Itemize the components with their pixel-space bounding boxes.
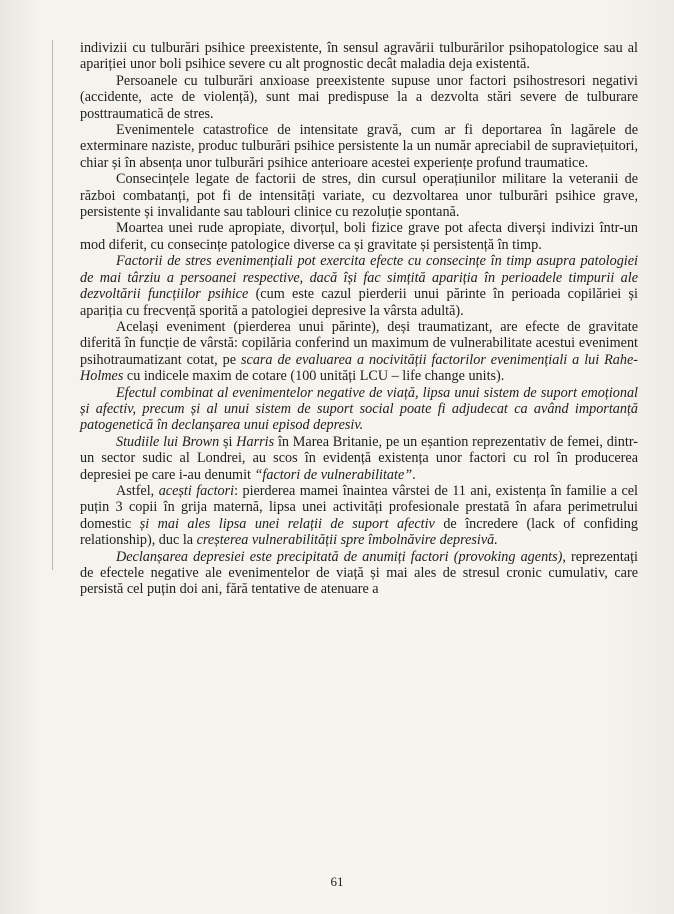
italic-text: Factorii de stres evenimențiali pot exercita efecte cu consecințe în timp asupra patologiei de mai târziu a persoanei respective, dacă își fac simțită apariția în perioadele timpurii ale dezvoltării funcțiilor psihice — [80, 253, 638, 303]
paragraph — [80, 171, 638, 220]
paragraph — [80, 40, 638, 73]
paragraph — [80, 319, 638, 385]
italic-text: acești factori — [158, 482, 235, 499]
paragraph — [80, 549, 638, 598]
text-run: de încredere (lack of confiding relationship), duc la — [80, 515, 638, 549]
paragraph — [80, 122, 638, 171]
page-number: 61 — [330, 874, 344, 889]
italic-text: creșterea vulnerabilității spre îmbolnăvire depresivă. — [196, 532, 498, 549]
text-run: Persoanele cu tulburări anxioase preexistente supuse unor factori psihostresori negativi (accidente, acte de violență), sunt mai predispuse la a dezvolta stări severe de tulburare posttraumatică de stres. — [80, 72, 638, 122]
text-run: Astfel, — [116, 482, 159, 499]
paragraph — [80, 220, 638, 253]
italic-text: Studiile lui Brown — [116, 433, 220, 450]
text-run: . — [412, 466, 416, 483]
text-run: indivizii cu tulburări psihice preexistente, în sensul agravării tulburărilor psihopatologice sau al apariției unor boli psihice severe cu alt prognostic decât maladia deja existentă. — [80, 40, 638, 73]
italic-text: Efectul combinat al evenimentelor negative de viață, lipsa unui sistem de suport emoțional și afectiv, precum și al unui sistem de suport social poate fi adjudecat ca având importanță patogenetică în declanșarea unui episod depresiv. — [80, 384, 638, 434]
italic-text: Declanșarea depresiei este precipitată de anumiți factori (provoking agents) — [116, 548, 563, 565]
paragraph — [80, 253, 638, 319]
text-run: Același eveniment (pierderea unui părinte), deși traumatizant, are efecte de gravitate diferită în funcție de vârstă: copilăria conferind un maximum de vulnerabilitate acestui eveniment psihotraumatizant cotat, pe — [80, 318, 638, 368]
text-run: Evenimentele catastrofice de intensitate gravă, cum ar fi deportarea în lagărele de exterminare naziste, produc tulburări psihice persistente la un număr apreciabil de supraviețuitori, chiar și în absența unor tulburări psihice anterioare acestei experiențe profund traumatice. — [80, 122, 638, 171]
italic-text: scara de evaluarea a nocivității factorilor evenimențiali a lui Rahe-Holmes — [80, 351, 639, 385]
paragraph — [80, 73, 638, 122]
italic-text: și mai ales lipsa unei relații de suport afectiv — [139, 515, 435, 532]
binding-margin-line — [52, 40, 53, 570]
text-run: (cum este cazul pierderii unui părinte în perioada copilăriei și apariția cu frecvență sporită a patologiei depresive la vârsta adultă). — [80, 286, 638, 319]
text-run: în Marea Britanie, pe un eșantion reprezentativ de femei, dintr-un sector sudic al Londrei, au scos în evidență existența unor factori cu rol în producerea depresiei pe care i-au denumit — [80, 433, 638, 483]
italic-text: Harris — [236, 433, 275, 450]
text-run: , reprezentați de efectele negative ale evenimentelor de viață și mai ales de stresul cronic cumulativ, care persistă cel puțin doi ani, fără tentative de atenuare a — [80, 548, 638, 598]
text-run: Moartea unei rude apropiate, divorțul, boli fizice grave pot afecta diverși indivizi într-un mod diferit, cu consecințe patologice diverse ca și gravitate și persistență în timp. — [80, 220, 638, 253]
paragraph — [80, 483, 638, 549]
text-run: Consecințele legate de factorii de stres, din cursul operațiunilor militare la veteranii de război combatanți, pot fi de intensități variate, cu dezvoltarea unor tulburări psihice grave, persistente și invalidante sau tablouri clinice cu rezoluție spontană. — [80, 171, 638, 221]
text-run: și — [219, 433, 237, 450]
body-text — [80, 40, 638, 598]
paragraph — [80, 385, 638, 434]
paragraph — [80, 434, 638, 483]
text-run: cu indicele maxim de cotare (100 unități LCU – life change units). — [123, 368, 505, 385]
text-run: : pierderea mamei înaintea vârstei de 11 ani, existența în familie a cel puțin 3 copii în grija maternă, lipsa unei activități profesionale prestată în afara perimetrului domestic — [80, 482, 638, 532]
italic-text: “factori de vulnerabilitate” — [254, 466, 413, 483]
